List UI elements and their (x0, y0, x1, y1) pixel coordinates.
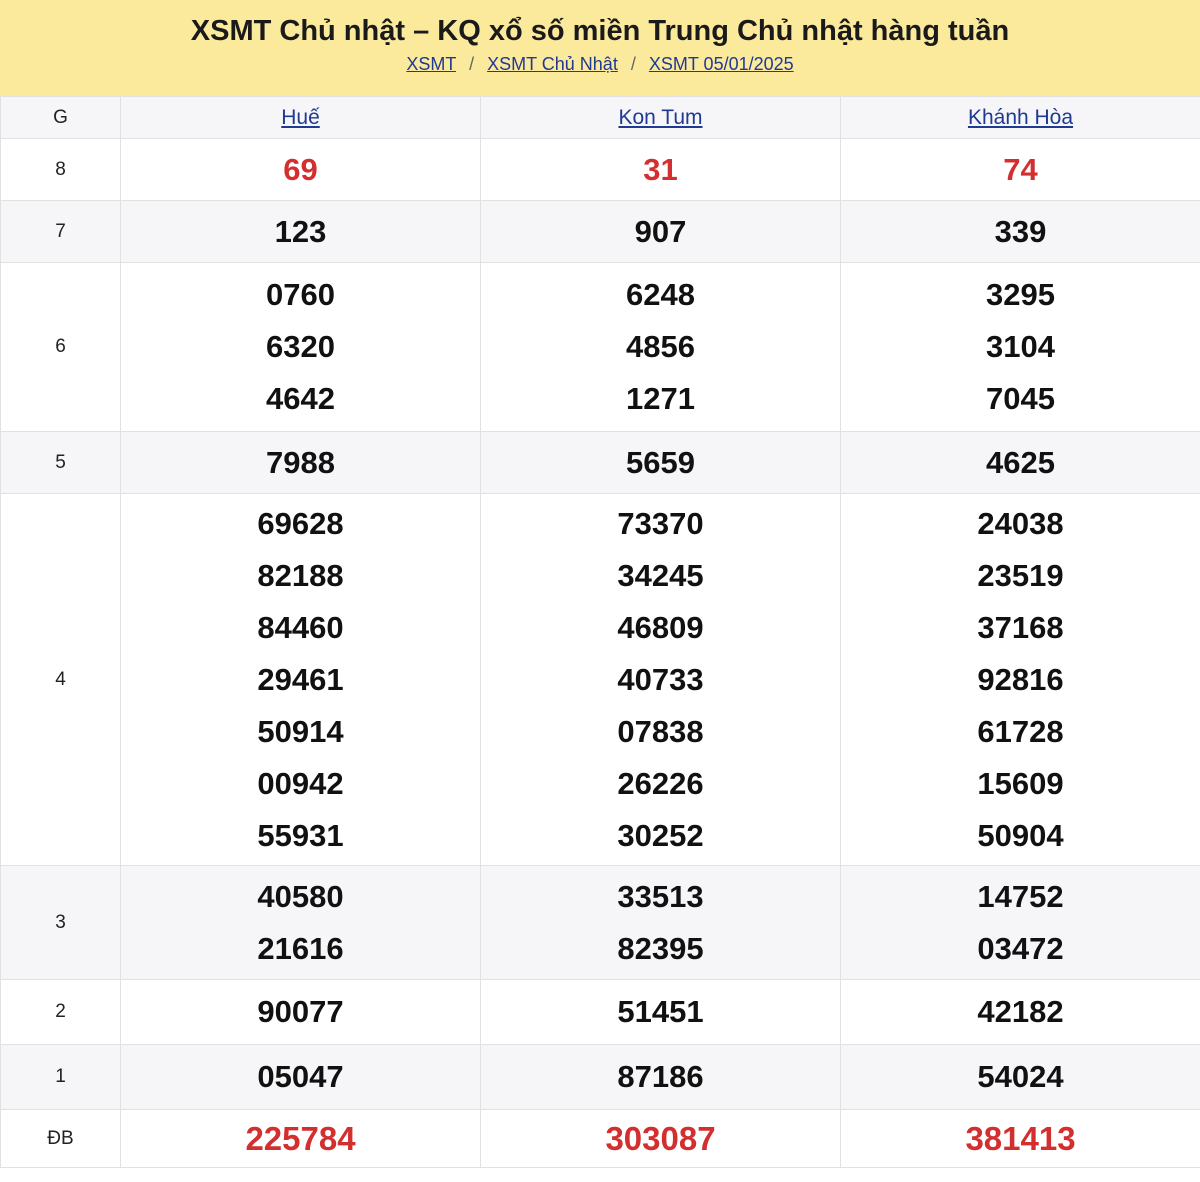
result-cell-hue (121, 866, 481, 980)
result-number: 73370 (617, 505, 704, 541)
result-number: 14752 (977, 878, 1064, 914)
result-number: 15609 (977, 765, 1064, 801)
prize-row-8 (1, 139, 1200, 201)
result-number: 0760 (266, 277, 335, 312)
prize-row-1 (1, 1045, 1200, 1110)
result-cell-kon-tum (481, 1110, 841, 1168)
province-header-kon-tum (481, 97, 841, 139)
result-cell-kon-tum (481, 1045, 841, 1110)
table-header-row (1, 97, 1200, 139)
result-number: 34245 (617, 557, 704, 593)
result-cell-hue (121, 980, 481, 1045)
prize-row-3 (1, 866, 1200, 980)
prize-label: 2 (1, 980, 121, 1045)
result-number: 82395 (617, 930, 704, 966)
result-cell-kon-tum (481, 866, 841, 980)
result-number: 225784 (245, 1119, 356, 1157)
result-number: 50904 (977, 817, 1064, 853)
breadcrumb-link-xsmt-chu-nhat[interactable]: XSMT Chủ Nhật (487, 54, 618, 74)
result-cell-khanh-hoa (841, 201, 1200, 263)
breadcrumb-separator: / (469, 54, 475, 74)
prize-row-7 (1, 201, 1200, 263)
result-cell-kon-tum (481, 139, 841, 201)
result-cell-hue (121, 1045, 481, 1110)
result-number: 54024 (977, 1059, 1064, 1094)
result-number: 69 (283, 151, 318, 187)
prize-label: 1 (1, 1045, 121, 1110)
result-cell-khanh-hoa (841, 1110, 1200, 1168)
page-title: XSMT Chủ nhật – KQ xổ số miền Trung Chủ nhật hàng tuần (190, 15, 1010, 47)
result-number: 381413 (965, 1119, 1076, 1157)
result-cell-hue (121, 263, 481, 432)
result-number: 4856 (626, 329, 695, 364)
province-header-hue (121, 97, 481, 139)
province-link-khanh-hoa[interactable]: Khánh Hòa (967, 105, 1074, 129)
result-number: 24038 (977, 505, 1064, 541)
prize-label: 4 (1, 494, 121, 866)
result-number: 339 (994, 213, 1047, 249)
result-number: 50914 (257, 713, 344, 749)
result-number: 84460 (257, 609, 344, 645)
result-cell-khanh-hoa (841, 866, 1200, 980)
result-cell-hue (121, 139, 481, 201)
result-number: 30252 (617, 817, 704, 853)
result-number: 37168 (977, 609, 1064, 645)
result-number: 3104 (986, 329, 1055, 364)
prize-row-5 (1, 432, 1200, 494)
result-number: 90077 (257, 994, 344, 1029)
result-number: 55931 (257, 817, 344, 853)
prize-label: 6 (1, 263, 121, 432)
result-number: 23519 (977, 557, 1064, 593)
result-number: 6320 (266, 329, 335, 364)
result-number: 6248 (626, 277, 695, 312)
result-cell-hue (121, 1110, 481, 1168)
breadcrumb (0, 54, 1200, 75)
prize-column-header: G (1, 97, 121, 139)
result-cell-kon-tum (481, 263, 841, 432)
result-number: 40580 (257, 878, 344, 914)
result-cell-khanh-hoa (841, 494, 1200, 866)
breadcrumb-link-xsmt[interactable]: XSMT (406, 54, 457, 74)
result-number: 907 (634, 213, 687, 249)
result-number: 26226 (617, 765, 704, 801)
result-cell-khanh-hoa (841, 1045, 1200, 1110)
prize-label: 5 (1, 432, 121, 494)
province-link-kon-tum[interactable]: Kon Tum (618, 105, 703, 129)
result-number: 1271 (626, 381, 695, 416)
result-number: 05047 (257, 1059, 344, 1094)
result-number: 69628 (257, 505, 344, 541)
province-link-hue[interactable]: Huế (281, 105, 320, 129)
prize-label: 3 (1, 866, 121, 980)
result-number: 4625 (986, 444, 1055, 480)
results-table (0, 96, 1200, 1168)
result-number: 92816 (977, 661, 1064, 697)
result-number: 51451 (617, 994, 704, 1029)
result-cell-khanh-hoa (841, 432, 1200, 494)
result-cell-hue (121, 201, 481, 263)
breadcrumb-separator: / (630, 54, 636, 74)
prize-row-4 (1, 494, 1200, 866)
result-number: 07838 (617, 713, 704, 749)
result-cell-kon-tum (481, 494, 841, 866)
result-number: 303087 (605, 1119, 716, 1157)
prize-label: ĐB (1, 1110, 121, 1168)
result-number: 87186 (617, 1059, 704, 1094)
province-header-khanh-hoa (841, 97, 1200, 139)
result-number: 123 (274, 213, 327, 249)
result-number: 7988 (266, 444, 335, 480)
result-number: 00942 (257, 765, 344, 801)
result-number: 46809 (617, 609, 704, 645)
result-number: 21616 (257, 930, 344, 966)
prize-row-6 (1, 263, 1200, 432)
result-cell-kon-tum (481, 201, 841, 263)
prize-label: 8 (1, 139, 121, 201)
result-number: 5659 (626, 444, 695, 480)
result-number: 31 (643, 151, 678, 187)
result-number: 42182 (977, 994, 1064, 1029)
breadcrumb-link-xsmt-date[interactable]: XSMT 05/01/2025 (648, 54, 794, 74)
result-number: 61728 (977, 713, 1064, 749)
prize-row-db (1, 1110, 1200, 1168)
result-cell-kon-tum (481, 980, 841, 1045)
result-cell-kon-tum (481, 432, 841, 494)
result-cell-khanh-hoa (841, 980, 1200, 1045)
result-number: 7045 (986, 381, 1055, 416)
result-number: 29461 (257, 661, 344, 697)
prize-label: 7 (1, 201, 121, 263)
result-cell-khanh-hoa (841, 139, 1200, 201)
result-number: 03472 (977, 930, 1064, 966)
result-cell-hue (121, 432, 481, 494)
result-cell-khanh-hoa (841, 263, 1200, 432)
result-number: 74 (1003, 151, 1038, 187)
result-cell-hue (121, 494, 481, 866)
page-header (0, 0, 1200, 96)
result-number: 40733 (617, 661, 704, 697)
result-number: 82188 (257, 557, 344, 593)
prize-row-2 (1, 980, 1200, 1045)
result-number: 33513 (617, 878, 704, 914)
result-number: 3295 (986, 277, 1055, 312)
result-number: 4642 (266, 381, 335, 416)
